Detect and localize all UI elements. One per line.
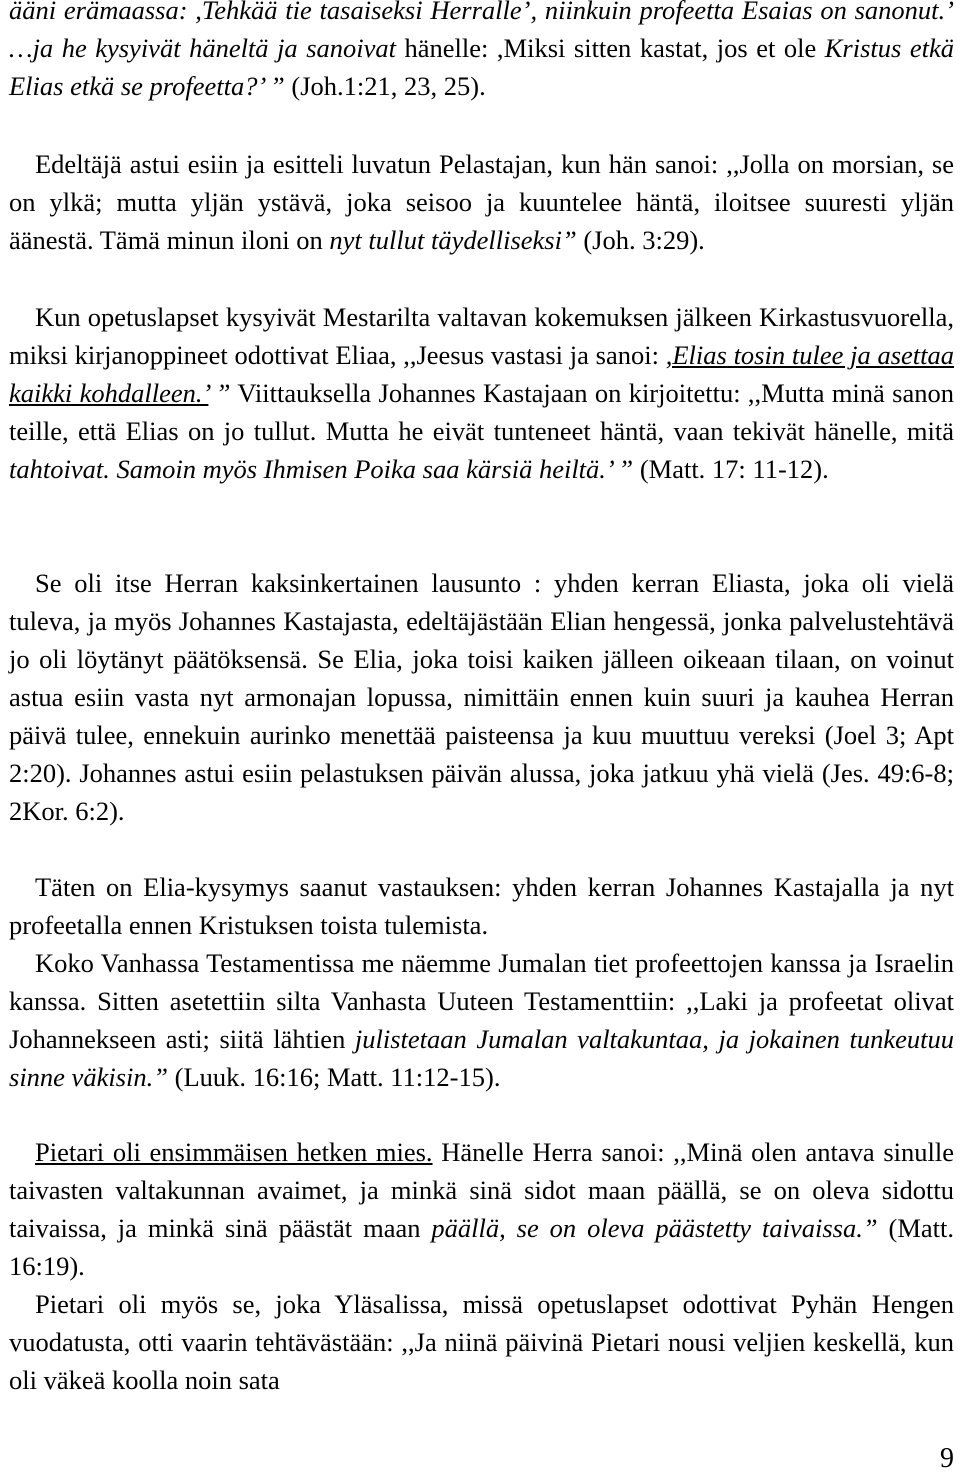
text-run: julistetaan Jumalan valtakuntaa, ja jokainen tunkeutuu sinne väkisin.” [9,1024,954,1092]
text-run: (Luuk. 16:16; Matt. 11:12-15). [168,1062,501,1092]
text-run: nyt tullut täydelliseksi” [329,225,577,255]
text-run: Se oli itse Herran kaksinkertainen lausunto : yhden kerran Eliasta, joka oli vielä tuleva, ja myös Johannes Kastajasta, edeltäjästään Elian hengessä, jonka palvelustehtävä jo oli löytänyt päätöksensä. Se Elia, joka toisi kaiken jälleen oikeaan tilaan, on voinut astua esiin vasta nyt armonajan lopussa, nimittäin ennen kuin suuri ja kauhea Herran päivä tulee, ennekuin aurinko menettää paisteensa ja kuu muuttuu vereksi (Joel 3; Apt 2:20). Johannes astui esiin pelastuksen päivän alussa, joka jatkuu yhä vielä (Jes. 49:6-8; 2Kor. 6:2). [9,568,954,826]
paragraph-1 [9,0,954,105]
text-run: (Joh.1:21, 23, 25). [284,71,486,101]
text-run: Kun opetuslapset kysyivät Mestarilta valtavan kokemuksen jälkeen Kirkastusvuorella, miksi kirjanoppineet odottivat Eliaa, ,,Jeesus vastasi ja sanoi: [9,302,954,370]
paragraph-4 [9,564,954,830]
text-run: Koko Vanhassa Testamentissa me näemme Jumalan tiet profeettojen kanssa ja Israelin kanssa. Sitten asetettiin silta Vanhasta Uuteen Testamenttiin: ,,Laki ja profeetat olivat Johannekseen asti; siitä lähtien [9,948,954,1054]
text-run: Viittauksella Johannes Kastajaan on kirjoitettu: ,,Mutta minä sanon teille, että Elias on jo tullut. Mutta he eivät tunteneet häntä, vaan tekivät hänelle, mitä [9,378,954,446]
text-run: Pietari oli ensimmäisen hetken mies. [35,1137,433,1167]
text-run: (Matt. 16:19). [9,1213,954,1281]
paragraph-2 [9,145,954,259]
text-run: ääni erämaassa: ,Tehkää tie tasaiseksi Herralle’, niinkuin profeetta Esaias on sanonut.’ …ja he kysyivät häneltä ja sanoivat [9,0,954,63]
text-run: Kristus etkä Elias etkä se profeetta?’ ” [9,33,954,101]
text-run: hänelle: ,Miksi sitten kastat, jos et ole [404,33,825,63]
text-run: Edeltäjä astui esiin ja esitteli luvatun Pelastajan, kun hän sanoi: ,,Jolla on morsian, se on ylkä; mutta yljän ystävä, joka seisoo ja kuuntelee häntä, iloitsee suuresti yljän äänestä. Tämä minun iloni on [9,149,954,255]
paragraph-6 [9,944,954,1096]
text-run: tahtoivat. Samoin myös Ihmisen Poika saa kärsiä heiltä.’ ” [9,454,634,484]
text-run: ,Elias tosin tulee ja asettaa kaikki kohdalleen.’ [9,340,954,408]
text-run: päällä, se on oleva päästetty taivaissa.” [431,1213,878,1243]
paragraph-5 [9,868,954,944]
text-run: Hänelle Herra sanoi: ,,Minä olen antava sinulle taivasten valtakunnan avaimet, ja minkä sinä sidot maan päällä, se on oleva sidottu taivaissa, ja minkä sinä päästät maan [9,1137,954,1243]
text-run: ” [208,378,231,408]
text-run: Pietari oli myös se, joka Yläsalissa, missä opetuslapset odottivat Pyhän Hengen vuodatusta, otti vaarin tehtävästään: ,,Ja niinä päivinä Pietari nousi veljien keskellä, kun oli väkeä koolla noin sata [9,1289,954,1395]
page-number: 9 [940,1443,954,1474]
text-run: (Matt. 17: 11-12). [633,454,829,484]
text-run: (Joh. 3:29). [576,225,705,255]
paragraph-8 [9,1285,954,1399]
paragraph-7 [9,1133,954,1285]
text-run: Täten on Elia-kysymys saanut vastauksen: yhden kerran Johannes Kastajalla ja nyt profeetalla ennen Kristuksen toista tulemista. [9,872,954,940]
paragraph-3 [9,298,954,488]
